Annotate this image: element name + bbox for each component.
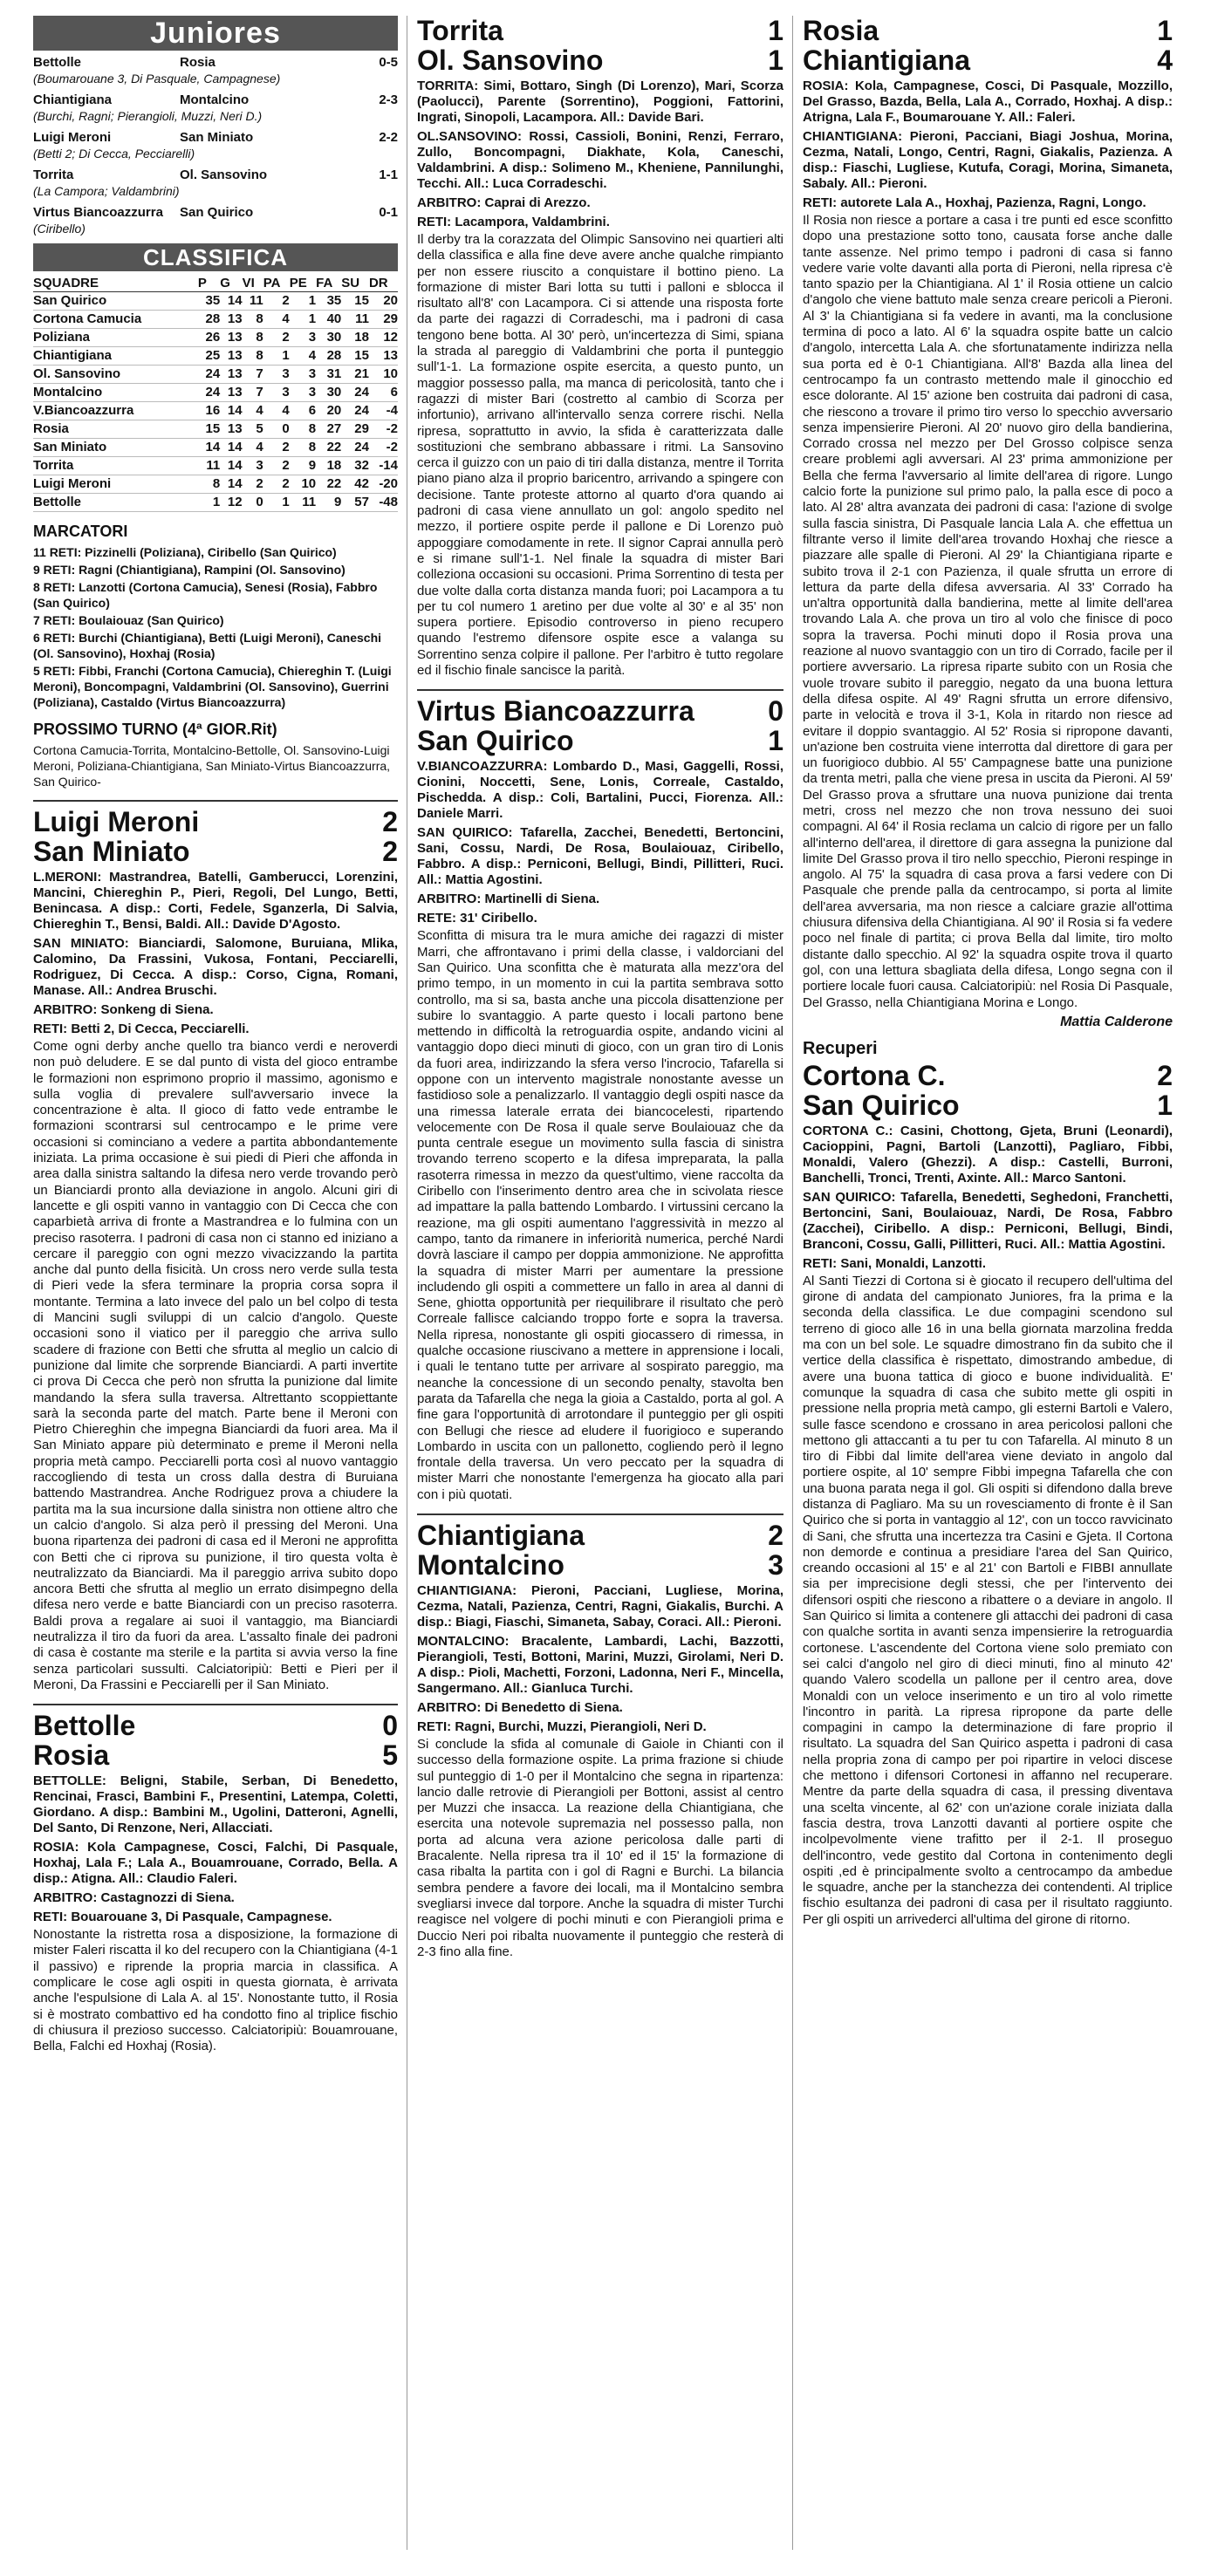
standings-header-row <box>33 275 398 292</box>
team-name: Luigi Meroni <box>33 476 112 491</box>
referee: ARBITRO: Di Benedetto di Siena. <box>417 1700 623 1715</box>
stat-cell: 25 <box>205 348 221 363</box>
result-home: Bettolle <box>33 55 82 70</box>
standings-header-cell: SU <box>341 275 369 292</box>
stat-cell: 8 <box>212 476 221 491</box>
away-team: Chiantigiana <box>803 44 971 76</box>
team-name: San Miniato <box>33 440 107 454</box>
result-scorers: (Betti 2; Di Cecca, Pecciarelli) <box>33 147 195 161</box>
result-home: Virtus Biancoazzurra <box>33 205 163 220</box>
result-away: Montalcino <box>180 92 250 107</box>
team-name: Montalcino <box>33 385 103 400</box>
stat-cell: 10 <box>383 366 398 381</box>
next-round-title: PROSSIMO TURNO (4ª GIOR.Rit) <box>33 721 277 738</box>
lineup-away: CHIANTIGIANA: Pieroni, Pacciani, Biagi Joshua, Morina, Cezma, Natali, Longo, Centri, Ragni, Giakalis, Pazienza. A disp.: Fiaschi, Lugliese, Kutufa, Coragi, Morina, Simaneta, Sabaly. All.: Pieroni. <box>803 129 1173 191</box>
stat-cell: 1 <box>308 311 317 326</box>
stat-cell: 4 <box>282 311 290 326</box>
team-name: Torrita <box>33 458 74 473</box>
match-report: Come ogni derby anche quello tra bianco verdi e neroverdi non può deludere. E se dal punto di vista del gioco entrambe le formazioni non esprimono proprio il massimo, agonismo e sulla voglia di prevalere sull'avversario invece la concentrazione è alta. Il gioco di fatto vede entrambe le formazioni scontrarsi sul centrocampo e le prime vere occasioni si cominciano a vedere a partita abbondantemente iniziata. La prima occasione è sui piedi di Pieri che affonda in area dalla sinistra saltando la difesa nero verde trovando però un Bianciardi pronto alla deviazione in angolo. Alcuni giri di lancette e gli ospiti vanno in vantaggio con Di Cecca che con caparbietà arriva di fronte a Mastrandrea e lo fulmina con un preciso rasoterra. I padroni di casa non ci stanno ed iniziano a cercare il pareggio con ogni mezzo vivacizzando la partita anche dal punto della fisicità. Un cross nero verde sulla testa di Pieri vede la sfera terminare la propria corsa sopra il montante. Termina a lato invece del palo un bel colpo di testa di Mancini sugli sviluppi di un calcio d'angolo. Queste occasioni sono il viatico per il pareggio che arriva sullo scadere di frazione con Betti che sfrutta al meglio un calcio di punizione dal limite che sorprende Bianciardi. A parti invertite ci prova Di Cecca che però non sfrutta la punizione dal limite mandando la sfera sulla traversa. Altrettanto scoppiettante sarà la seconda parte del match. Parte bene il Meroni con Pietro Chiereghin che impegna Bianciardi da fuori area. Ma il San Miniato appare più determinato e preme il Meroni nella propria metà campo. Pecciarelli porta così al nuovo vantaggio raccogliendo di testa un cross dalla destra di Buruiana battendo Mastrandrea. Anche Rodriguez prova a chiudere la partita ma la sua incursione dalla sinistra non ottiene altro che un calcio d'angolo. Si alza però il pressing del Meroni. Una buona ripartenza dei padroni di casa ed il Meroni ne approfitta con Betti che ci riprova su punizione, il tiro questa volta è neutralizzato da Bianciardi. Ma il pareggio arriva subito dopo ancora Betti che sfrutta al meglio un errato disimpegno della difesa nero verde e batte Bianciardi con un preciso rasoterra. Baldi prova a regalare ai suoi il vantaggio, ma Bianciardi neutralizza il tiro da fuori da area. L'assalto finale dei padroni di casa è costante ma sterile e la partita si avvia verso la fine senza particolari sussulti. Calciatoripiù: Betti e Pieri per il Meroni, Da Frassini e Pecciarelli per il San Miniato. <box>33 1039 398 1692</box>
result-away: Rosia <box>180 55 216 70</box>
stat-cell: 29 <box>383 311 398 326</box>
lineup-home: CORTONA C.: Casini, Chottong, Gjeta, Bruni (Leonardi), Cacioppini, Pagni, Bartoli (Lanzotti), Pagliaro, Fibbi, Monaldi, Valero (Ghezzi). A disp.: Castelli, Burroni, Banchelli, Tronci, Trenti, Axinte. All.: Marco Santoni. <box>803 1123 1173 1186</box>
away-score: 1 <box>768 44 783 76</box>
stat-cell: 31 <box>326 366 342 381</box>
away-team: San Quirico <box>803 1089 960 1121</box>
away-score: 1 <box>768 725 783 757</box>
stat-cell: 8 <box>256 348 263 363</box>
away-score: 2 <box>382 836 398 867</box>
result-row <box>33 167 398 183</box>
stat-cell: 35 <box>205 293 221 308</box>
stat-cell: 0 <box>282 421 290 436</box>
home-team: Cortona C. <box>803 1059 946 1091</box>
standings-table <box>33 275 398 512</box>
goals: RETI: autorete Lala A., Hoxhaj, Pazienza, Ragni, Longo. <box>803 195 1146 210</box>
stat-cell: -2 <box>386 421 398 436</box>
column-middle <box>417 16 783 1962</box>
stat-cell: 8 <box>256 330 263 345</box>
home-score: 2 <box>382 806 398 837</box>
result-row <box>33 92 398 108</box>
result-home: Chiantigiana <box>33 92 113 107</box>
stat-cell: -14 <box>379 458 398 473</box>
result-score: 2-2 <box>379 130 398 145</box>
match-meroni <box>33 800 398 1693</box>
stat-cell: 12 <box>227 495 243 509</box>
standings-row <box>33 311 398 329</box>
stat-cell: 15 <box>354 348 369 363</box>
team-name: Ol. Sansovino <box>33 366 121 381</box>
stat-cell: 22 <box>326 476 342 491</box>
standings-header-cell: PA <box>263 275 290 292</box>
standings-header-cell: P <box>198 275 220 292</box>
stat-cell: 8 <box>308 421 317 436</box>
referee: ARBITRO: Martinelli di Siena. <box>417 892 600 907</box>
stat-cell: 14 <box>227 476 243 491</box>
lineup-away: SAN MINIATO: Bianciardi, Salomone, Buruiana, Mlika, Calomino, Da Frassini, Vukosa, Fontani, Pecciarelli, Rodriguez, Di Cecca. A disp.: Corso, Cigna, Romani, Manase. All.: Andrea Bruschi. <box>33 936 398 998</box>
lineup-home: CHIANTIGIANA: Pieroni, Pacciani, Lugliese, Morina, Cezma, Natali, Pazienza, Centri, Ragni, Giakalis, Burchi. A disp.: Biagi, Fiaschi, Simaneta, Sabay, Coraci. All.: Pieroni. <box>417 1583 783 1630</box>
team-name: Bettolle <box>33 495 82 509</box>
away-team: Ol. Sansovino <box>417 44 604 76</box>
scorers-list <box>33 544 398 710</box>
match-cortona <box>803 1061 1173 1928</box>
stat-cell: 13 <box>383 348 398 363</box>
away-score: 4 <box>1157 44 1173 76</box>
home-score: 0 <box>768 695 783 728</box>
result-row <box>33 129 398 146</box>
match-report: Sconfitta di misura tra le mura amiche dei ragazzi di mister Marri, che affrontavano i primi della classe, i valdorciani del San Quirico. Una sconfitta che è maturata alla mezz'ora del primo tempo, in un momento in cui la partita sembrava sotto controllo, ma si sa, basta anche una piccola disattenzione per subire lo svantaggio. A parte questo i locali partono bene mettendo in difficoltà la retroguardia ospite, andando vicini al vantaggio dopo dieci minuti di gioco, con un gran tiro di Lonis da fuori area, indirizzando la sfera verso l'incrocio, Tafarella si oppone con un intervento magistrale nonostante avesse un fastidioso sole a penalizzarlo. Il vantaggio degli ospiti nasce da una rimessa laterale errata dei biancocelesti, ripartendo velocemente con De Rosa il quale serve Boulaiouaz che da punta centrale esegue un movimento sulla fascia di sinistra trovando terreno scoperto e la difesa impreparata, la palla rasoterra rimessa in mezzo da quest'ultimo, viene raccolta da Ciribello con l'inserimento dentro area che in scivolata riesce ad impattare la palla battendo Lombardo. I virtussini cercano la reazione, ma gli ospiti aumentano l'aggressività in mezzo al campo, tanto da rimanere in inferiorità numerica, perché Nardi dovrà lasciare il campo per doppia ammonizione. Ne approfitta la squadra di mister Marri per aumentare la pressione includendo gli ospiti a commettere un fallo in area al danni di Sene, ghiotta opportunità per riequilibrare il risultato che però Correale fallisce calciando troppo forte e sopra la traversa. Nella ripresa, nonostante gli ospiti giocassero di rimessa, in qualche occasione riuscivano a mettere in apprensione i locali, i quali le tentano tutte per arrivare al sospirato pareggio, ma neanche la concessione di un secondo penalty, stavolta ben parata da Tafarella che nega la gioia a Castaldo, porta al gol. A fine gara l'opportunità di arrotondare il punteggio per gli ospiti con Bellugi che riesce ad eludere il fuorigioco e superando Lombardo in uscita con un pallonetto, cogliendo però il legno frontale della traversa. Un vero peccato per la squadra di mister Marri che nonostante l'emergenza ha giocato alla pari con i più quotati. <box>417 928 783 1502</box>
stat-cell: 8 <box>308 440 317 454</box>
home-score: 0 <box>382 1710 398 1742</box>
stat-cell: 4 <box>308 348 317 363</box>
stat-cell: 3 <box>256 458 263 473</box>
goals: RETI: Bouarouane 3, Di Pasquale, Campagnese. <box>33 1910 332 1925</box>
standings-row <box>33 439 398 457</box>
match-bettolle <box>33 1704 398 2054</box>
stat-cell: 27 <box>326 421 342 436</box>
standings-row <box>33 366 398 384</box>
home-score: 2 <box>1157 1059 1173 1091</box>
lineup-away: SAN QUIRICO: Tafarella, Benedetti, Seghedoni, Franchetti, Bertoncini, Sani, Boulaiouaz, Nardi, De Rosa, Fabbro (Zacchei), Ciribello. A disp.: Perniconi, Bellugi, Bindi, Branconi, Cossu, Galli, Pillitteri, Ruci. All.: Mattia Agostini. <box>803 1189 1173 1252</box>
stat-cell: 3 <box>308 385 317 400</box>
standings-title: CLASSIFICA <box>33 243 398 271</box>
lineup-away: ROSIA: Kola Campagnese, Cosci, Falchi, Di Pasquale, Hoxhaj, Lala F.; Lala A., Bouamrouane, Corrado, Bella. A disp.: Atigna. All.: Claudio Faleri. <box>33 1840 398 1887</box>
match-chiantigiana <box>417 1513 783 1960</box>
stat-cell: 6 <box>308 403 317 418</box>
stat-cell: -2 <box>386 440 398 454</box>
stat-cell: 7 <box>256 385 263 400</box>
stat-cell: 9 <box>333 495 342 509</box>
team-name: Rosia <box>33 421 69 436</box>
goals: RETI: Lacampora, Valdambrini. <box>417 215 610 229</box>
result-scorers: (Burchi, Ragni; Pierangioli, Muzzi, Neri D.) <box>33 109 263 123</box>
scorer-line: 7 RETI: Boulaiouaz (San Quirico) <box>33 613 224 627</box>
stat-cell: 3 <box>282 385 290 400</box>
referee: ARBITRO: Caprai di Arezzo. <box>417 195 591 210</box>
stat-cell: 26 <box>205 330 221 345</box>
standings-row <box>33 329 398 347</box>
result-scorers: (Boumarouane 3, Di Pasquale, Campagnese) <box>33 72 281 85</box>
standings-header-cell: PE <box>290 275 316 292</box>
standings-row <box>33 384 398 402</box>
stat-cell: 9 <box>308 458 317 473</box>
stat-cell: 29 <box>354 421 369 436</box>
standings-row <box>33 457 398 475</box>
stat-cell: 2 <box>282 330 290 345</box>
away-score: 5 <box>382 1739 398 1772</box>
stat-cell: 2 <box>282 440 290 454</box>
stat-cell: 4 <box>256 403 263 418</box>
lineup-home: V.BIANCOAZZURRA: Lombardo D., Masi, Gaggelli, Rossi, Cionini, Noccetti, Sene, Lonis, Correale, Castaldo, Pischedda. A disp.: Coli, Bartalini, Pucci, Fiorenza. All.: Daniele Marri. <box>417 759 783 822</box>
home-team: Virtus Biancoazzurra <box>417 695 694 728</box>
result-away: Ol. Sansovino <box>180 167 268 182</box>
goals: RETI: Sani, Monaldi, Lanzotti. <box>803 1255 986 1271</box>
stat-cell: 24 <box>205 366 221 381</box>
stat-cell: 24 <box>354 385 369 400</box>
stat-cell: 30 <box>326 385 342 400</box>
standings-row <box>33 292 398 311</box>
recuperi-title: Recuperi <box>803 1038 878 1058</box>
stat-cell: 14 <box>227 403 243 418</box>
stat-cell: 11 <box>206 458 221 473</box>
stat-cell: 1 <box>308 293 317 308</box>
column-right <box>803 16 1173 1930</box>
match-report: Il derby tra la corazzata del Olimpic Sansovino nei quartieri alti della classifica e alla fine deve avere anche qualche rimpianto per non essere riuscito a conquistare il bottino pieno. La formazione di mister Bari lotta su tutti i palloni e sblocca il risultato all'8' con Lacampora. Ci si attende una risposta forte da parte dei ragazzi di Corradeschi, ma i padroni di casa tengono bene botta. Al 30' però, un'incertezza di Simi, spiana la strada al pareggio di Valdambrini che porta il punteggio sull'1-1. La formazione ospite esercita, a questo punto, un maggior possesso palla, ma manca di pericolosità, tanto che i ragazzi di mister Bari (costretto al cambio di Scorza per infortunio), arrivano all'intervallo senza correre rischi. Nella ripresa, soprattutto in avvio, la sfida è caratterizzata dalle sostituzioni che sembrano abbassare i ritmi. La Sansovino cerca il guizzo con un paio di tiri dalla distanza, mentre il Torrita piano piano alza il proprio baricentro, arrivando a spingere con decisione. Tante proteste attorno al quarto d'ora quando ai padroni di casa viene annullato un gol: angolo spedito nel mezzo, il portiere ospite perde il pallone e Di Lorenzo può appoggiare comodamente in rete. Il signor Caprai annulla però e si rimane sull'1-1. Nel finale la squadra di mister Bari colleziona occasioni su occasioni. Prima Sorrentino di testa per due volte dalla corta distanza manda fuori; poi Lacampora a tu per tu col numero 1 aretino per due volte al 30' e al 35' non supera portiere. Episodio controverso in pieno recupero quando l'estremo difensore ospite esce a valanga su Sorrentino senza colpire il pallone. Per l'arbitro è tutto regolare ed il fischio finale sancisce la parità. <box>417 232 783 679</box>
scorer-line: 9 RETI: Ragni (Chiantigiana), Rampini (Ol. Sansovino) <box>33 563 346 577</box>
standings-header-cell: SQUADRE <box>33 275 198 292</box>
team-name: Cortona Camucia <box>33 311 142 326</box>
result-score: 2-3 <box>379 92 398 107</box>
stat-cell: 30 <box>326 330 342 345</box>
home-team: Torrita <box>417 15 503 46</box>
stat-cell: -4 <box>386 403 398 418</box>
lineup-home: ROSIA: Kola, Campagnese, Cosci, Di Pasquale, Mozzillo, Del Grasso, Bazda, Bella, Lala A., Corrado, Hoxhaj. A disp.: Atrigna, Lala F., Boumarouane Y. All.: Faleri. <box>803 79 1173 125</box>
stat-cell: 14 <box>227 458 243 473</box>
goals: RETE: 31' Ciribello. <box>417 911 537 926</box>
stat-cell: 2 <box>282 476 290 491</box>
result-score: 0-1 <box>379 205 398 220</box>
stat-cell: 16 <box>205 403 221 418</box>
match-report: Nonostante la ristretta rosa a disposizione, la formazione di mister Faleri riscatta il ko del recupero con la Chiantigiana (4-1 il passivo) e riprende la propria marcia in classifica. A complicare le cose agli ospiti in questa giornata, è arrivata anche l'espulsione di Lala A. al 15'. Nonostante tutto, il Rosia si è mostrato combattivo ed ha condotto fino al triplice fischio di chiusura il prezioso successo. Calciatoripiù: Bouamrouane, Bella, Falchi ed Hoxhaj (Rosia). <box>33 1927 398 2054</box>
stat-cell: 13 <box>227 311 243 326</box>
scorer-line: 8 RETI: Lanzotti (Cortona Camucia), Senesi (Rosia), Fabbro (San Quirico) <box>33 580 378 610</box>
stat-cell: 5 <box>256 421 263 436</box>
stat-cell: 24 <box>205 385 221 400</box>
stat-cell: 3 <box>308 366 317 381</box>
stat-cell: 18 <box>354 330 369 345</box>
stat-cell: 14 <box>227 293 243 308</box>
stat-cell: 1 <box>282 495 290 509</box>
stat-cell: 28 <box>326 348 342 363</box>
result-scorers: (La Campora; Valdambrini) <box>33 184 180 198</box>
standings-row <box>33 402 398 420</box>
standings-header-cell: G <box>220 275 242 292</box>
next-round-text: Cortona Camucia-Torrita, Montalcino-Bettolle, Ol. Sansovino-Luigi Meroni, Poliziana-Chiantigiana, San Miniato-Virtus Biancoazzurra, San Quirico- <box>33 743 391 789</box>
lineup-home: BETTOLLE: Beligni, Stabile, Serban, Di Benedetto, Rencinai, Frasci, Bambini F., Presentini, Latempa, Coletti, Giordano. A disp.: Bambini M., Ugolini, Datteroni, Agnelli, Del Santo, Di Renzone, Neri, Allacciati. <box>33 1773 398 1836</box>
stat-cell: 8 <box>256 311 263 326</box>
scorer-line: 11 RETI: Pizzinelli (Poliziana), Ciribello (San Quirico) <box>33 545 337 559</box>
stat-cell: 11 <box>355 311 369 326</box>
standings-row <box>33 475 398 494</box>
standings-row <box>33 347 398 366</box>
home-score: 2 <box>768 1520 783 1551</box>
stat-cell: 6 <box>390 385 398 400</box>
stat-cell: 22 <box>326 440 342 454</box>
standings-header-cell: DR <box>369 275 398 292</box>
stat-cell: 15 <box>205 421 221 436</box>
stat-cell: 1 <box>212 495 221 509</box>
stat-cell: 13 <box>227 330 243 345</box>
scorer-line: 5 RETI: Fibbi, Franchi (Cortona Camucia), Chiereghin T. (Luigi Meroni), Boncompagni, Valdambrini (Ol. Sansovino), Guerrini (Poliziana), Castaldo (Virtus Biancoazzurra) <box>33 664 392 709</box>
match-torrita <box>417 16 783 679</box>
match-report: Si conclude la sfida al comunale di Gaiole in Chianti con il successo della formazione ospite. La prima frazione si chiude sul punteggio di 1-0 per il Montalcino che segna in ripartenza: lancio dalle retrovie di Pierangioli per Bottoni, assist al centro per Muzzi che insacca. La reazione della Chiantigiana, che esercita una notevole supremazia nel possesso palla, non porta ad alcuna vera azione pericolosa dalle parti di Bracalente. Nella ripresa tra il 10' ed il 15' la formazione di casa ribalta la partita con i gol di Ragni e Burchi. La bilancia sembra pendere a favore dei locali, ma il Montalcino sembra svegliarsi invece dal torpore. Anche la squadra di mister Turchi reagisce nel volgere di pochi minuti e con Pierangioli prima e Duccio Neri poi ribalta nuovamente il punteggio che resterà di 2-3 fino alla fine. <box>417 1737 783 1959</box>
standings-header-cell: FA <box>316 275 341 292</box>
lineup-away: OL.SANSOVINO: Rossi, Cassioli, Bonini, Renzi, Ferraro, Zullo, Boncompagni, Diakhate, Kola, Caneschi, Valdambrini. A disp.: Solimeno M., Kheniene, Pannilunghi, Tecchi. All.: Luca Corradeschi. <box>417 129 783 191</box>
stat-cell: 3 <box>282 366 290 381</box>
stat-cell: 0 <box>256 495 263 509</box>
stat-cell: 24 <box>354 403 369 418</box>
referee: ARBITRO: Castagnozzi di Siena. <box>33 1890 235 1906</box>
away-team: San Quirico <box>417 725 574 757</box>
goals: RETI: Betti 2, Di Cecca, Pecciarelli. <box>33 1022 250 1036</box>
team-name: Poliziana <box>33 330 91 345</box>
home-team: Chiantigiana <box>417 1520 585 1551</box>
standings-row <box>33 494 398 512</box>
stat-cell: -48 <box>379 495 398 509</box>
result-score: 0-5 <box>379 55 398 70</box>
author-signature: Mattia Calderone <box>1060 1014 1173 1029</box>
stat-cell: 15 <box>354 293 369 308</box>
stat-cell: 21 <box>354 366 369 381</box>
stat-cell: 4 <box>282 403 290 418</box>
result-home: Luigi Meroni <box>33 130 112 145</box>
team-name: San Quirico <box>33 293 107 308</box>
stat-cell: 13 <box>227 366 243 381</box>
result-away: San Miniato <box>180 130 254 145</box>
stat-cell: 13 <box>227 421 243 436</box>
scorer-line: 6 RETI: Burchi (Chiantigiana), Betti (Luigi Meroni), Caneschi (Ol. Sansovino), Hoxhaj (Rosia) <box>33 631 382 660</box>
result-home: Torrita <box>33 167 74 182</box>
referee: ARBITRO: Sonkeng di Siena. <box>33 1002 214 1017</box>
result-away: San Quirico <box>180 205 254 220</box>
stat-cell: 14 <box>205 440 221 454</box>
away-team: Rosia <box>33 1739 110 1772</box>
stat-cell: 20 <box>383 293 398 308</box>
team-name: V.Biancoazzurra <box>33 403 134 418</box>
results-list <box>33 54 398 236</box>
away-score: 1 <box>1157 1089 1173 1121</box>
standings-header-cell: VI <box>243 275 263 292</box>
stat-cell: 11 <box>302 495 317 509</box>
away-score: 3 <box>768 1549 783 1581</box>
stat-cell: 2 <box>282 293 290 308</box>
stat-cell: 10 <box>301 476 317 491</box>
scorers-title: MARCATORI <box>33 523 128 540</box>
stat-cell: 20 <box>326 403 342 418</box>
lineup-home: L.MERONI: Mastrandrea, Batelli, Gamberucci, Lorenzini, Mancini, Chiereghin P., Pieri, Regoli, Del Lungo, Betti, Benincasa. A disp.: Corti, Fedele, Sganzerla, Di Salvia, Chiereghin T., Bensi, Baldi. All.: Davide D'Agosto. <box>33 870 398 932</box>
stat-cell: 11 <box>249 293 263 308</box>
result-row <box>33 54 398 71</box>
section-title-juniores: Juniores <box>33 16 398 51</box>
stat-cell: 12 <box>383 330 398 345</box>
stat-cell: 42 <box>354 476 369 491</box>
match-virtus <box>417 689 783 1503</box>
home-team: Bettolle <box>33 1710 136 1742</box>
match-report: Al Santi Tiezzi di Cortona si è giocato il recupero dell'ultima del girone di andata del campionato Juniores, fra la prima e la seconda della classifica. Le due compagini scendono sul terreno di gioco alle 16 in una bella giornata marzolina fredda ma con un bel sole. Le squadre dimostrano fin da subito che il vertice della classifica è rispettato, dimostrando ambedue, di avere una buona tattica di gioco e buone individualità. E' comunque la squadra di casa che subito mette gli ospiti in pressione nella propria metà campo, gli esterni Bartoli e Valero, sulle fasce scendono e crossano in area pericolosi palloni che mettono gli attaccanti a tu per tu con Tafarella. Al minuto 8 un tiro di Fibbi dal limite dell'area viene deviato in angolo dal portiere ospite, al 10' sempre Fibbi impegna Tafarella che con una buona parata nega il gol. Gli ospiti si difendono dalla breve distanza di Pagliaro. Ma su un rovesciamento di fronte è il San Quirico che si porta in vantaggio al 12', con un tocco ravvicinato di Sani, che sfrutta una incertezza tra Casini e Gjeta. Il Cortona non demorde e continua a presidiare l'area del San Quirico, creando occasioni al 15' e al 21' con Bartoli e FIBBI annullate sia per imprecisione degli stessi, che per l'intervento dei difensori ospiti che riescono a ribattere o a deviare in angolo. Il San Quirico si limita a contenere gli attacchi dei padroni di casa con qualche sortita in avanti senza impensierire la retroguardia cortonese. L'ascendente del Cortona viene solo premiato con sei calci d'angolo nel giro di dieci minuti, fino al minuto 42' quando Valero scodella un pallone per il centro area, dove Monaldi con un veloce inserimento e un tiro al volo rimette l'incontro in parità. La ripresa ripropone da parte delle compagini in campo la determinazione di fare proprio il risultato. La squadra del San Quirico aspetta i padroni di casa nella propria zona di campo per poi ripartire in veloci discese che mettono i difensori Cortonesi in affanno nel recuperare. Mentre da parte della squadra di casa, il pressing diventava una scelta vincente, al 62' con un'azione corale iniziata dalla fascia destra, trova Lanzotti davanti al portiere ospite che incolpevolmente viene trafitto per il 2-1. Il proseguo dell'incontro, vede gestito dal Cortona in contenimento degli ospiti ,ed è principalmente svolto a centrocampo da ambedue le squadre, anche per la stanchezza dei contendenti. Al triplice fischio esultanza dei padroni di casa per il risultato raggiunto. Per gli ospiti un arrivederci all'ultima del girone di ritorno. <box>803 1273 1173 1927</box>
result-score: 1-1 <box>379 167 398 182</box>
result-row <box>33 204 398 221</box>
stat-cell: 2 <box>282 458 290 473</box>
stat-cell: 18 <box>326 458 342 473</box>
home-team: Rosia <box>803 15 879 46</box>
home-score: 1 <box>768 15 783 46</box>
stat-cell: 4 <box>256 440 263 454</box>
result-scorers: (Ciribello) <box>33 222 86 236</box>
goals: RETI: Ragni, Burchi, Muzzi, Pierangioli, Neri D. <box>417 1719 707 1734</box>
lineup-home: TORRITA: Simi, Bottaro, Singh (Di Lorenzo), Mari, Scorza (Paolucci), Parente (Sorrentino), Poggioni, Fattorini, Ingrati, Sinopoli, Lacampora. All.: Davide Bari. <box>417 79 783 125</box>
away-team: Montalcino <box>417 1549 564 1581</box>
stat-cell: 1 <box>282 348 290 363</box>
stat-cell: 40 <box>326 311 342 326</box>
lineup-away: MONTALCINO: Bracalente, Lambardi, Lachi, Bazzotti, Pierangioli, Testi, Bottoni, Marini, Muzzi, Girolami, Neri D. A disp.: Pioli, Machetti, Forzoni, Ladonna, Neri F., Mincella, Sangermano. All.: Gianluca Turchi. <box>417 1634 783 1696</box>
column-left <box>33 16 398 2057</box>
stat-cell: 7 <box>256 366 263 381</box>
match-report: Il Rosia non riesce a portare a casa i tre punti ed esce sconfitto dopo una prestazione sotto tono, causata forse anche dalle tante assenze. Nel primo tempo i padroni di casa si fanno vedere varie volte davanti alla porta di Pieroni, nella ripresa c'è tanto spazio per la Chiantigiana. Al 1' il Rosia ottiene un calcio d'angolo che viene battuto male senza creare pericoli a Pieroni. Al 3' la Chiantigiana si fa vedere in avanti, ma la conclusione termina di poco a lato. Al 6' la squadra ospite batte un calcio d'angolo, intercetta Lala A. che sfortunatamente indirizza nella sua porta ed è 0-1 Chiantigiana. All'8' Bazda alla linea del centrocampo fa un contrasto mettendo male il ginocchio ed esce dolorante. Al 15' azione ben costruita dai padroni di casa, che riescono a trovare il primo tiro verso lo specchio avversario senza impensierire Pieroni. Al 20' nuovo giro della bandierina, Corrado crossa nel mezzo per Del Grosso colpisce senza creare problemi agli avversari. Al 23' prima ammonizione per Bella che ferma l'avversario al limite dell'area di rigore. Lungo calcio forte la punizione sul primo palo, la palla esce di poco a lato. Al 28' altra avanzata dei padroni di casa: l'azione di svolge sulla fascia sinistra, Di Pasquale lancia Lala A. che effettua un filtrante verso il limite dell'area trovando Hoxhaj che riesce a piazzare alle spalle di Pieroni. Al 29' la Chiantigiana riparte e subito trova il 2-1 con Pazienza, il quale sfrutta un errore di lettura da parte della difesa avversaria. Al 33' Corrado ha un'altra opportunità dalla bandierina, mette al limite dell'area trovando Lala A. che prova un tiro al volo che finisce di poco sopra la traversa. Pochi minuti dopo il Rosia prova una reazione al nuovo svantaggio con un tiro di Corrado, facile per il portiere avversario. La ripresa riparte subito con un Rosia che vuole trovare subito il pareggio, negato da una buona lettura della difesa ospite. Al 49' Ragni sfrutta un errore difensivo, parte in velocità e trova il 3-1, Kola in ritardo non riesce ad evitare il doppio svantaggio. Al 52' Rosia si ripropone davanti, un'azione ben costruita viene interrotta dal direttore di gara per un fuorigioco dubbio. Al 55' Campagnese batte una punizione da trenta metri, palla che viene presa in uscita da Pieroni. Al 59' Del Grasso prova a sfruttare una nuova punizione dai trenta metri, cross nel mezzo che non trova nessuno dei suoi compagni. Al 64' il Rosia reclama un calcio di rigore per un fallo all'interno dell'area, il direttore di gara assegna la punizione dal limite Del Grasso prova il tiro nello specchio, Pieroni respinge in angolo. Al 75' la squadra di casa prova a farsi vedere con Di Pasquale che prende palla da centrocampo, si porta al limite dell'area avversaria, ma non riesce a calciare grazie all'ottima chiusura difensiva della Chiantigiana. Al 90' il Rosia si fa vedere poco nel finale di partita; ci prova Bella dal limite, tiro molto distante dallo specchio. Al 92' la squadra ospite trova il quarto gol, con una lettura sbagliata della difesa, Longo segna con il portiere locale fuori causa. Calciatoripiù: nel Rosia Di Pasquale, Del Grasso, nella Chiantigiana Morina e Longo. <box>803 213 1173 1010</box>
stat-cell: 13 <box>227 385 243 400</box>
away-team: San Miniato <box>33 836 190 867</box>
match-rosia <box>803 16 1173 1030</box>
lineup-away: SAN QUIRICO: Tafarella, Zacchei, Benedetti, Bertoncini, Sani, Cossu, Nardi, De Rosa, Boulaiouaz, Ciribello, Fabbro. A disp.: Perniconi, Bellugi, Bindi, Pillitteri, Ruci. All.: Mattia Agostini. <box>417 825 783 888</box>
stat-cell: 3 <box>308 330 317 345</box>
stat-cell: 57 <box>354 495 369 509</box>
stat-cell: 32 <box>354 458 369 473</box>
column-divider <box>792 16 793 2550</box>
stat-cell: 14 <box>227 440 243 454</box>
team-name: Chiantigiana <box>33 348 113 363</box>
home-team: Luigi Meroni <box>33 806 200 837</box>
stat-cell: 13 <box>227 348 243 363</box>
stat-cell: 28 <box>205 311 221 326</box>
stat-cell: 35 <box>326 293 342 308</box>
standings-row <box>33 420 398 439</box>
stat-cell: -20 <box>379 476 398 491</box>
stat-cell: 2 <box>256 476 263 491</box>
stat-cell: 24 <box>354 440 369 454</box>
home-score: 1 <box>1157 15 1173 46</box>
